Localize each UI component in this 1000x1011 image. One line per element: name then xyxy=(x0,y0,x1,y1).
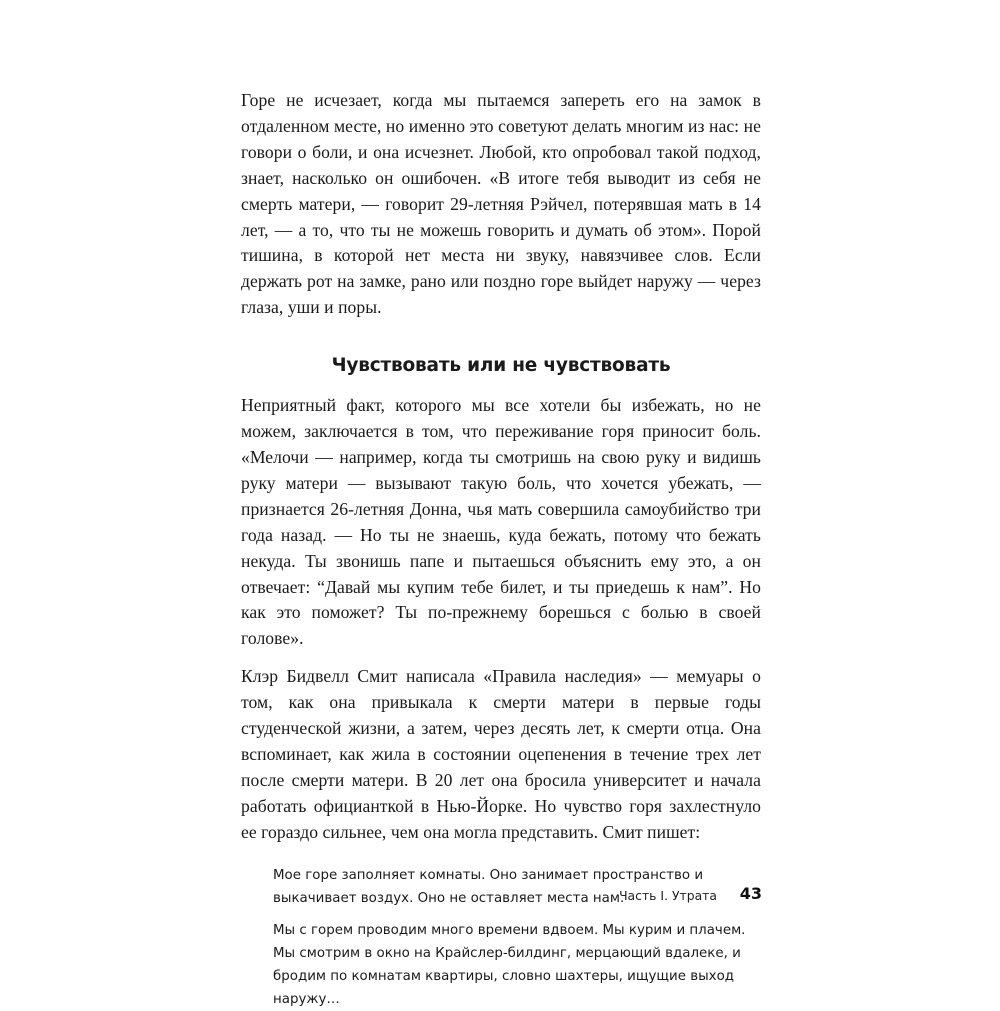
paragraph: Неприятный факт, которого мы все хотели бы избежать, но не можем, заключается в том, что переживание горя приносит боль. «Мелочи — например, когда ты смотришь на свою руку и видишь руку матери — вызывают такую боль, что хочется убежать, — признается 26-летняя Донна, чья мать совершила самоубийство три года назад. — Но ты не знаешь, куда бежать, потому что бежать некуда. Ты звонишь папе и пытаешься объяснить ему это, а он отвечает: “Давай мы купим тебе билет, и ты приедешь к нам”. Но как это поможет? Ты по-прежнему борешься с болью в своей голове». xyxy=(241,395,761,649)
opening-text xyxy=(241,88,761,321)
quote-paragraph: Мое горе заполняет комнаты. Оно занимает пространство и выкачивает воздух. Оно не оставляет места нам. xyxy=(273,867,704,906)
quote-paragraph: Мы с горем проводим много времени вдвоем. Мы курим и плачем. Мы смотрим в окно на Крайслер-билдинг, мерцающий вдалеке, и бродим по комнатам квартиры, словно шахтеры, ищущие выход наружу… xyxy=(273,922,746,1007)
page-body xyxy=(241,88,761,1011)
page-number: 43 xyxy=(739,884,762,903)
page-footer xyxy=(0,884,762,908)
section-heading: Чувствовать или не чувствовать xyxy=(331,355,671,377)
running-head: Часть I. Утрата xyxy=(619,888,717,903)
paragraph: Клэр Бидвелл Смит написала «Правила наследия» — мемуары о том, как она привыкала к смерти матери в первые годы студенческой жизни, а затем, через десять лет, к смерти отца. Она вспоминает, как жила в состоянии оцепенения в течение трех лет после смерти матери. В 20 лет она бросила университет и начала работать официанткой в Нью-Йорке. Но чувство горя захлестнуло ее гораздо сильнее, чем она могла представить. Смит пишет: xyxy=(241,666,761,842)
section-text xyxy=(241,393,761,845)
section-heading-wrap xyxy=(241,349,761,383)
paragraph: Горе не исчезает, когда мы пытаемся запереть его на замок в отдаленном месте, но именно это советуют делать многим из нас: не говори о боли, и она исчезнет. Любой, кто опробовал такой подход, знает, насколько он ошибочен. «В итоге тебя выводит из себя не смерть матери, — говорит 29-летняя Рэйчел, потерявшая мать в 14 лет, — а то, что ты не можешь говорить и думать об этом». Порой тишина, в которой нет места ни звуку, навязчивее слов. Если держать рот на замке, рано или поздно горе выйдет наружу — через глаза, уши и поры. xyxy=(241,90,761,318)
